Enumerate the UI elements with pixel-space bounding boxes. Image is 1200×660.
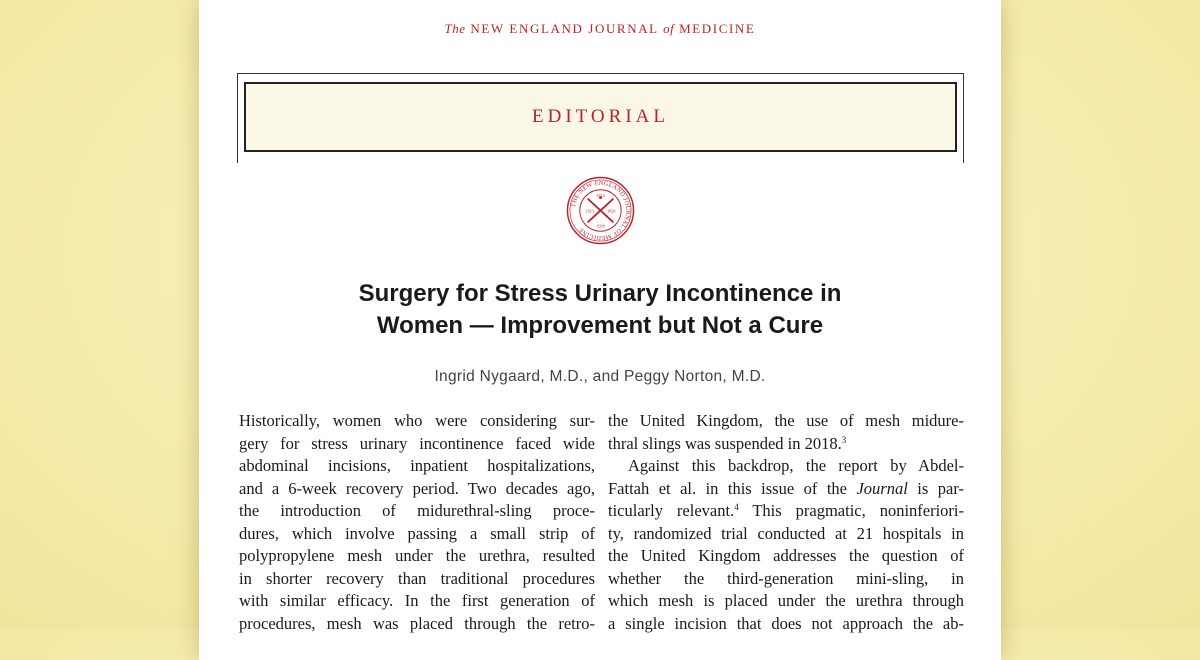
- svg-text:1823: 1823: [585, 208, 594, 214]
- article-title-line-1: Surgery for Stress Urinary Incontinence in: [358, 280, 842, 307]
- journal-page: [199, 0, 1001, 660]
- body-line: gery for stress urinary incontinence faced wide: [239, 433, 595, 453]
- body-column-right: [608, 410, 964, 635]
- body-line: with similar efficacy. In the first generation of: [239, 591, 595, 610]
- body-line: in shorter recovery than traditional procedures: [239, 568, 595, 588]
- masthead-of: of: [663, 21, 675, 36]
- article-title-line-2: Women — Improvement but Not a Cure: [376, 312, 824, 339]
- body-line: Against this backdrop, the report by Abdel-: [628, 456, 964, 475]
- body-line: polypropylene mesh under the urethra, resulted: [239, 546, 595, 565]
- reference-4: 4: [734, 502, 739, 512]
- section-label-box: [244, 82, 957, 152]
- body-line: [608, 433, 964, 456]
- body-line: [608, 478, 964, 501]
- journal-seal-logo: [566, 176, 635, 245]
- svg-text:1812: 1812: [596, 193, 605, 199]
- body-line: and a 6-week recovery period. Two decades ago,: [239, 478, 595, 498]
- article-authors: Ingrid Nygaard, M.D., and Peggy Norton, M.D.: [434, 368, 766, 385]
- body-line: the United Kingdom addresses the question of: [608, 546, 964, 565]
- body-text: thral slings was suspended in 2018.: [608, 433, 842, 453]
- body-line: a single incision that does not approach the ab-: [608, 613, 964, 633]
- svg-text:1828: 1828: [607, 208, 616, 214]
- body-line: abdominal incisions, inpatient hospitalizations,: [239, 456, 595, 475]
- section-frame: [237, 73, 964, 163]
- body-text: ticularly relevant.: [608, 501, 735, 520]
- body-line: whether the third-generation mini-sling, in: [608, 568, 964, 588]
- body-line: the introduction of midurethral-sling proce-: [239, 501, 595, 520]
- reference-3: 3: [841, 434, 847, 445]
- masthead-journal: NEW ENGLAND JOURNAL: [470, 21, 659, 36]
- body-line: dures, which involve passing a small strip of: [239, 523, 595, 543]
- body-line: [608, 500, 964, 523]
- body-line: procedures, mesh was placed through the retro-: [239, 613, 595, 633]
- body-line: ty, randomized trial conducted at 21 hospitals in: [608, 523, 964, 543]
- journal-word: Journal: [856, 478, 908, 498]
- section-label: EDITORIAL: [532, 106, 669, 127]
- body-text: Fattah et al. in this issue of the: [608, 478, 857, 498]
- masthead-medicine: MEDICINE: [679, 21, 756, 36]
- article-title: [199, 278, 1001, 342]
- body-text: is par-: [907, 478, 964, 498]
- body-text: This pragmatic, noninferiori-: [738, 501, 964, 520]
- journal-masthead: [199, 21, 1001, 37]
- svg-text:THE NEW ENGLAND JOURNAL OF MED: THE NEW ENGLAND JOURNAL OF MEDICINE: [571, 180, 631, 241]
- body-line: Historically, women who were considering sur-: [239, 411, 595, 430]
- body-line: the United Kingdom, the use of mesh midure-: [608, 411, 964, 430]
- body-column-left: [239, 410, 595, 635]
- body-line: which mesh is placed under the urethra through: [608, 591, 964, 610]
- masthead-the: The: [444, 21, 466, 36]
- svg-text:1928: 1928: [596, 223, 605, 229]
